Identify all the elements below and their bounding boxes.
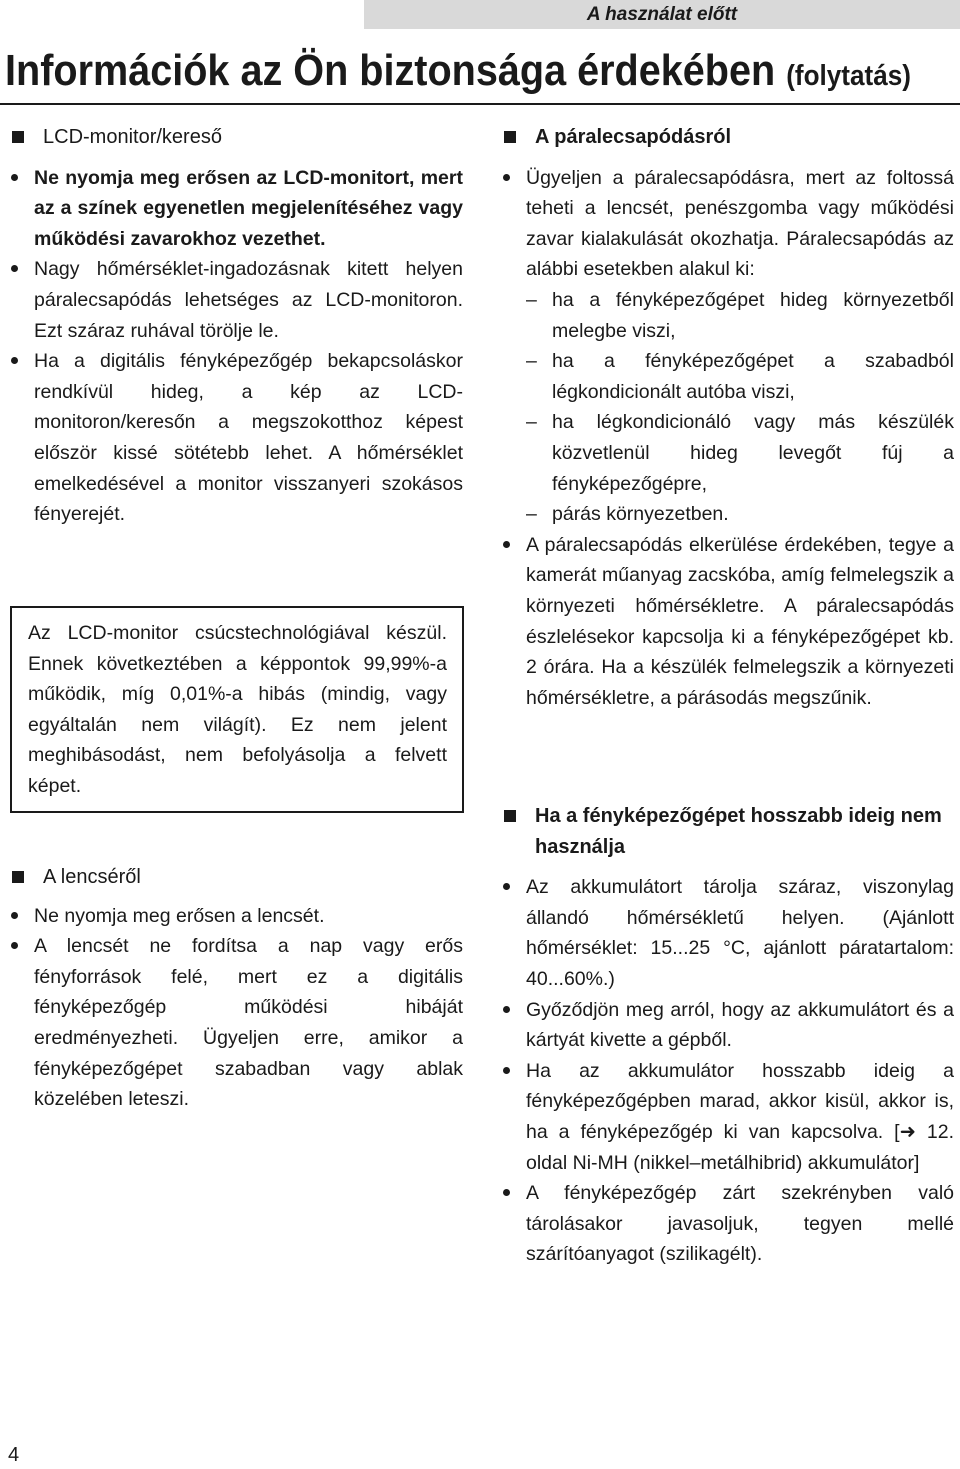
- dash-item: – párás környezetben.: [500, 499, 954, 530]
- title-rule: [0, 103, 960, 105]
- list-item: Nagy hőmérséklet-ingadozásnak kitett helyen páralecsapódás lehetséges az LCD-monitoron. Ezt száraz ruhával törölje le.: [8, 254, 463, 346]
- list-item: A fényképezőgép zárt szekrényben való tárolásakor javasoljuk, tegyen mellé szárítóanyagot (szilikagélt).: [500, 1178, 954, 1270]
- list-item: Ne nyomja meg erősen az LCD-monitort, mert az a színek egyenetlen megjelenítéséhez vagy működési zavarokhoz vezethet.: [8, 163, 463, 255]
- storage-list: [500, 872, 954, 1270]
- page-number: 4: [8, 1444, 20, 1466]
- condensation-list: [500, 163, 954, 714]
- list-item: Ügyeljen a páralecsapódásra, mert az foltossá teheti a lencsét, penészgomba vagy működési zavar kialakulását okozhatja. Páralecsapódás az alábbi esetekben alakul ki:: [500, 163, 954, 285]
- dash-item: – ha légkondicionáló vagy más készülék közvetlenül hideg levegőt fúj a fényképezőgépre,: [500, 407, 954, 499]
- dash-item: – ha a fényképezőgépet hideg környezetből melegbe viszi,: [500, 285, 954, 346]
- lens-section: [8, 862, 463, 1115]
- list-item: Ne nyomja meg erősen a lencsét.: [8, 901, 463, 932]
- section-header: A használat előtt: [364, 0, 960, 29]
- lcd-heading: LCD-monitor/kereső: [8, 122, 463, 153]
- dash-item: – ha a fényképezőgépet a szabadból légkondicionált autóba viszi,: [500, 346, 954, 407]
- condensation-heading: A páralecsapódásról: [500, 122, 954, 153]
- right-column: [500, 122, 954, 713]
- lens-heading: A lencséről: [8, 862, 463, 893]
- page-title-main: Információk az Ön biztonsága érdekében: [5, 46, 776, 95]
- list-item: A páralecsapódás elkerülése érdekében, tegye a kamerát műanyag zacskóba, amíg felmelegszik a környezeti hőmérsékletre. A páralecsapódás észlelésekor kapcsolja ki a fényképezőgépet kb. 2 órára. Ha a készülék felmelegszik a környezeti hőmérsékletre, a párásodás megszűnik.: [500, 530, 954, 714]
- left-column: [8, 122, 463, 530]
- list-item: Az akkumulátort tárolja száraz, viszonylag állandó hőmérsékletű helyen. (Ajánlott hőmérséklet: 15...25 °C, ajánlott páratartalom: 40...60%.): [500, 872, 954, 994]
- list-item: Ha a digitális fényképezőgép bekapcsoláskor rendkívül hideg, a kép az LCD-monitoron/keresőn a megszokotthoz képest először kissé sötétebb lehet. A hőmérséklet emelkedésével a monitor visszanyeri szokásos fényerejét.: [8, 346, 463, 530]
- page-title: [5, 42, 911, 100]
- storage-heading: Ha a fényképezőgépet hosszabb ideig nem használja: [500, 801, 954, 862]
- lcd-notice-box: Az LCD-monitor csúcstechnológiával készül. Ennek következtében a képpontok 99,99%-a működik, míg 0,01%-a hibás (mindig, vagy egyáltalán nem világít). Ez nem jelent meghibásodást, nem befolyásolja a felvett képet.: [10, 606, 464, 813]
- list-item: Győződjön meg arról, hogy az akkumulátort és a kártyát kivette a gépből.: [500, 995, 954, 1056]
- lens-list: [8, 901, 463, 1115]
- list-item: Ha az akkumulátor hosszabb ideig a fényképezőgépben marad, akkor kisül, akkor is, ha a fényképezőgép ki van kapcsolva. [➜ 12. oldal Ni-MH (nikkel–metálhibrid) akkumulátor]: [500, 1056, 954, 1178]
- storage-section: [500, 801, 954, 1270]
- list-item: A lencsét ne fordítsa a nap vagy erős fényforrások felé, mert ez a digitális fényképezőgép működési hibáját eredményezheti. Ügyeljen erre, amikor a fényképezőgépet szabadban vagy ablak közelében leteszi.: [8, 931, 463, 1115]
- lcd-list: [8, 163, 463, 530]
- page-title-sub: (folytatás): [786, 60, 911, 92]
